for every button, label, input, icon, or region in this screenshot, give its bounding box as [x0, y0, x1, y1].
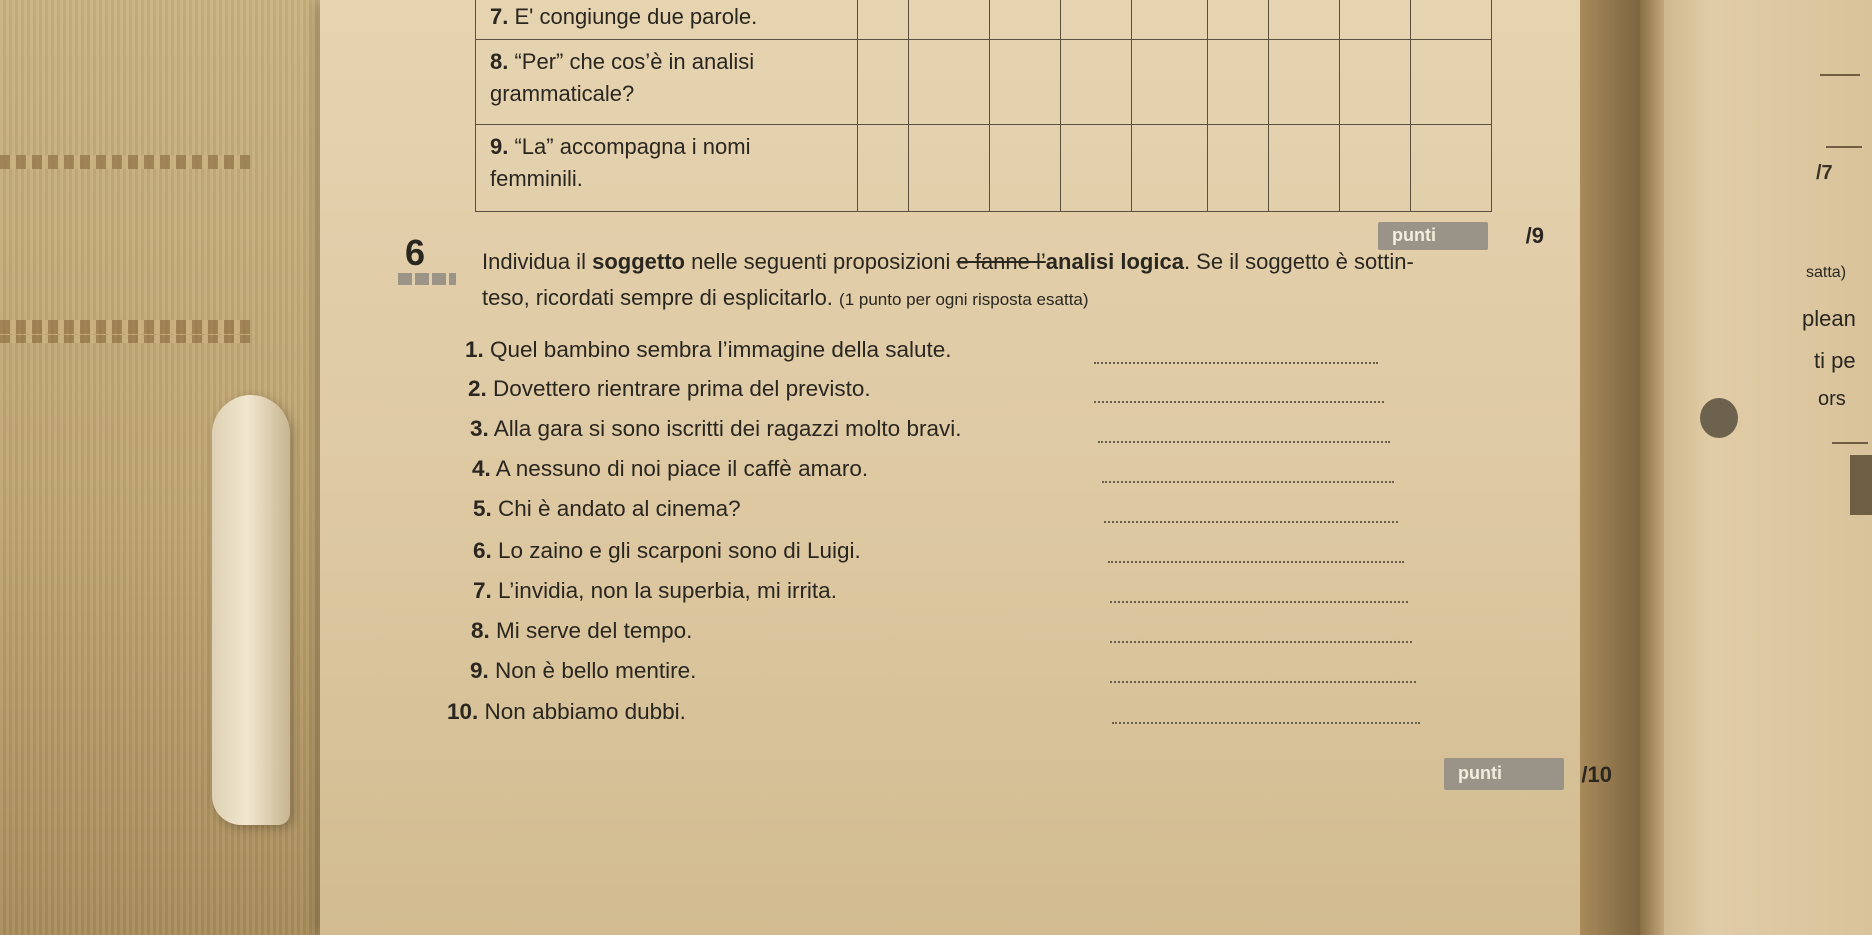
page-edge — [1640, 0, 1664, 935]
list-item: 3. Alla gara si sono iscritti dei ragazzi molto bravi. — [470, 416, 962, 441]
book-gutter — [1580, 0, 1640, 935]
answer-grid — [475, 0, 1492, 212]
table-row — [476, 125, 1492, 212]
table-question: 7. E' congiunge due parole. — [476, 0, 858, 40]
knife — [212, 395, 290, 825]
right-page-score: /7 — [1816, 162, 1833, 184]
score-label: punti — [1458, 763, 1502, 783]
list-item: 8. Mi serve del tempo. — [471, 618, 693, 643]
table-row — [476, 40, 1492, 125]
answer-line[interactable] — [1112, 722, 1420, 724]
right-page-fragment: ti pe — [1814, 348, 1856, 373]
right-page — [1640, 0, 1872, 935]
score-total: /9 — [1525, 223, 1544, 248]
list-item: 1. Quel bambino sembra l’immagine della salute. — [465, 337, 952, 362]
page-hole — [1700, 398, 1738, 438]
shadow — [1850, 455, 1872, 515]
final-score-box — [1444, 758, 1612, 790]
list-item: 5. Chi è andato al cinema? — [473, 496, 741, 521]
answer-line[interactable] — [1104, 521, 1398, 523]
answer-line — [1832, 442, 1868, 444]
table-question: 8. “Per” che cos’è in analisi grammaticale? — [476, 40, 858, 125]
difficulty-bar — [398, 273, 456, 285]
exercise-number: 6 — [405, 232, 426, 273]
table-row — [476, 0, 1492, 40]
right-page-fragment: ors — [1818, 388, 1846, 410]
score-total: /10 — [1581, 762, 1612, 787]
answer-line[interactable] — [1102, 481, 1394, 483]
answer-line[interactable] — [1094, 362, 1378, 364]
answer-line[interactable] — [1110, 681, 1416, 683]
cloth-stripe — [0, 320, 250, 334]
answer-line — [1826, 146, 1862, 148]
list-item: 9. Non è bello mentire. — [470, 658, 697, 683]
score-label: punti — [1392, 225, 1436, 245]
right-page-fragment: satta) — [1806, 264, 1847, 281]
cloth-stripe — [0, 155, 250, 169]
right-page-fragment: plean — [1802, 306, 1856, 331]
answer-line — [1820, 74, 1860, 76]
cloth-stripe — [0, 335, 250, 343]
answer-line[interactable] — [1110, 601, 1408, 603]
answer-line[interactable] — [1110, 641, 1412, 643]
answer-line[interactable] — [1094, 401, 1384, 403]
answer-line[interactable] — [1098, 441, 1390, 443]
list-item: 7. L’invidia, non la superbia, mi irrita. — [473, 578, 837, 603]
list-item: 6. Lo zaino e gli scarponi sono di Luigi. — [473, 538, 861, 563]
answer-line[interactable] — [1108, 561, 1404, 563]
table-question: 9. “La” accompagna i nomi femminili. — [476, 125, 858, 212]
list-item: 10. Non abbiamo dubbi. — [447, 699, 686, 724]
list-item: 4. A nessuno di noi piace il caffè amaro. — [472, 456, 869, 481]
list-item: 2. Dovettero rientrare prima del previsto. — [468, 376, 871, 401]
exercise-instructions: Individua il soggetto nelle seguenti proposizioni e fanne l’analisi logica. Se il soggetto è sottin- teso, ricordati sempre di esplicitarlo. (1 punto per ogni risposta esatta) — [482, 249, 1414, 310]
